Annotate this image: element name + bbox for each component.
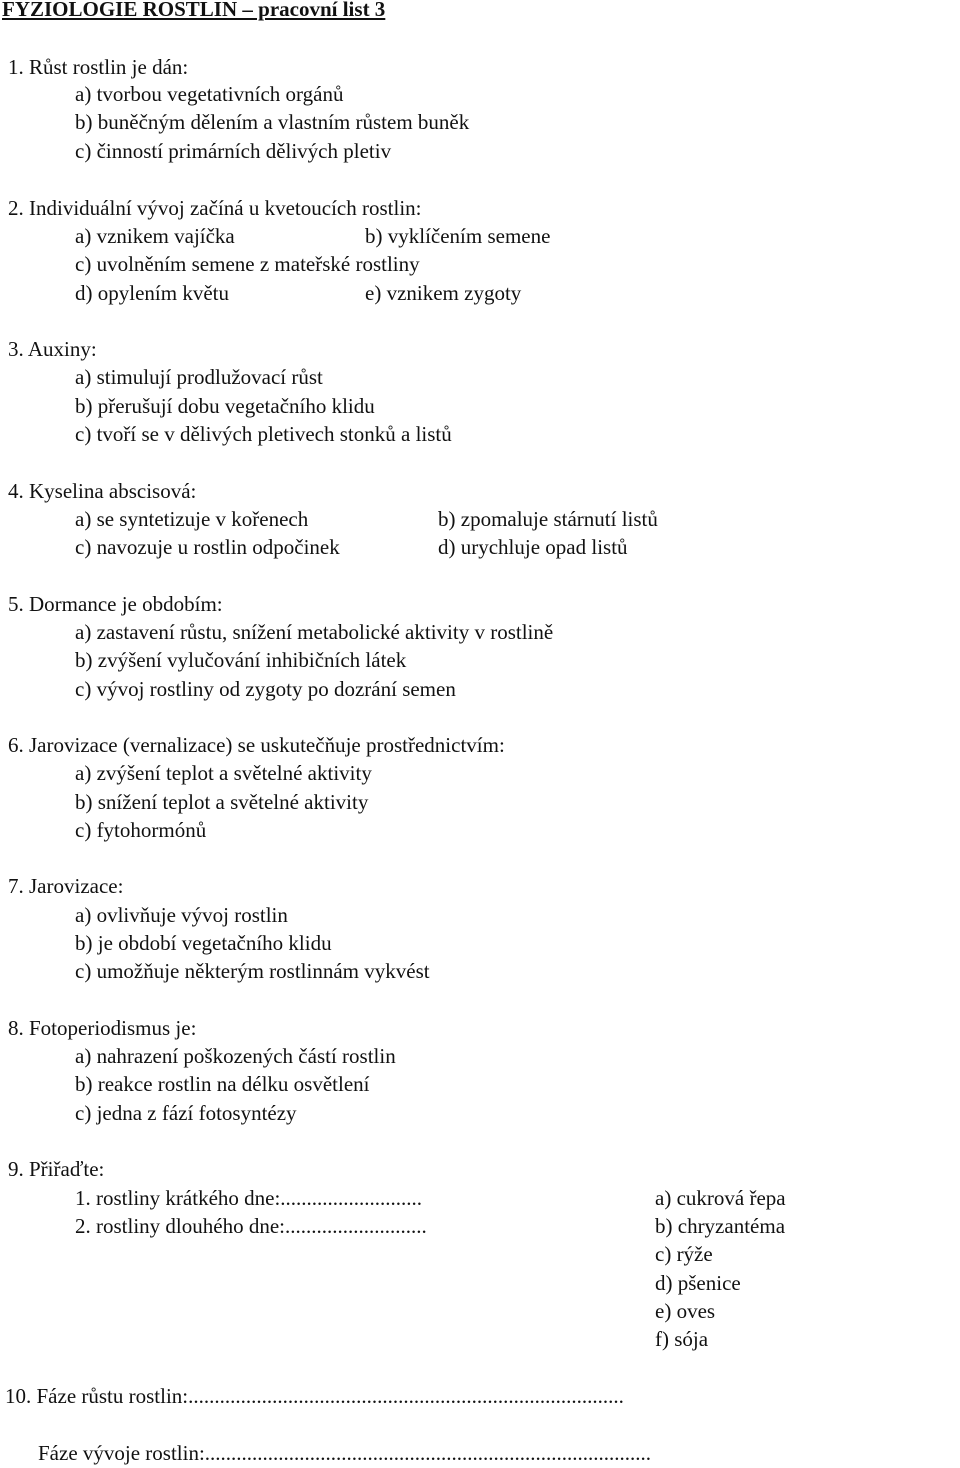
q4-option-a: a) se syntetizuje v kořenech xyxy=(75,507,309,531)
q9-option-d: d) pšenice xyxy=(655,1271,741,1295)
q6-option-a: a) zvýšení teplot a světelné aktivity xyxy=(75,761,372,785)
question-1: 1. Růst rostlin je dán: xyxy=(8,55,189,79)
q9-item-1: 1. rostliny krátkého dne:........................... xyxy=(75,1186,423,1210)
q5-option-c: c) vývoj rostliny od zygoty po dozrání semen xyxy=(75,677,456,701)
q5-option-b: b) zvýšení vylučování inhibičních látek xyxy=(75,648,407,672)
q9-option-f: f) sója xyxy=(655,1327,709,1351)
q8-option-c: c) jedna z fází fotosyntézy xyxy=(75,1101,297,1125)
q7-option-c: c) umožňuje některým rostlinnám vykvést xyxy=(75,959,430,983)
question-3: 3. Auxiny: xyxy=(8,337,97,361)
q2-option-e: e) vznikem zygoty xyxy=(365,281,522,305)
question-10-development-phases: Fáze vývoje rostlin:..................................................................................... xyxy=(38,1441,652,1465)
q2-option-c: c) uvolněním semene z mateřské rostliny xyxy=(75,252,420,276)
q4-option-c: c) navozuje u rostlin odpočinek xyxy=(75,535,340,559)
question-9: 9. Přiřaďte: xyxy=(8,1157,105,1181)
q4-option-b: b) zpomaluje stárnutí listů xyxy=(438,507,658,531)
question-5: 5. Dormance je obdobím: xyxy=(8,592,223,616)
q7-option-a: a) ovlivňuje vývoj rostlin xyxy=(75,903,288,927)
q9-option-a: a) cukrová řepa xyxy=(655,1186,786,1210)
q7-option-b: b) je období vegetačního klidu xyxy=(75,931,332,955)
question-10-growth-phases: 10. Fáze růstu rostlin:................................................................................... xyxy=(5,1384,624,1408)
q5-option-a: a) zastavení růstu, snížení metabolické aktivity v rostlině xyxy=(75,620,554,644)
q6-option-b: b) snížení teplot a světelné aktivity xyxy=(75,790,369,814)
q6-option-c: c) fytohormónů xyxy=(75,818,207,842)
question-4: 4. Kyselina abscisová: xyxy=(8,479,197,503)
q4-option-d: d) urychluje opad listů xyxy=(438,535,628,559)
q9-item-2: 2. rostliny dlouhého dne:........................... xyxy=(75,1214,427,1238)
q9-option-b: b) chryzantéma xyxy=(655,1214,786,1238)
q8-option-a: a) nahrazení poškozených částí rostlin xyxy=(75,1044,396,1068)
q8-option-b: b) reakce rostlin na délku osvětlení xyxy=(75,1072,370,1096)
q3-option-a: a) stimulují prodlužovací růst xyxy=(75,365,323,389)
q1-option-b: b) buněčným dělením a vlastním růstem buněk xyxy=(75,110,470,134)
q9-option-c: c) rýže xyxy=(655,1242,713,1266)
q3-option-c: c) tvoří se v dělivých pletivech stonků a listů xyxy=(75,422,452,446)
q9-option-e: e) oves xyxy=(655,1299,716,1323)
question-8: 8. Fotoperiodismus je: xyxy=(8,1016,197,1040)
q3-option-b: b) přerušují dobu vegetačního klidu xyxy=(75,394,375,418)
question-2: 2. Individuální vývoj začíná u kvetoucích rostlin: xyxy=(8,196,422,220)
question-7: 7. Jarovizace: xyxy=(8,874,124,898)
q2-option-a: a) vznikem vajíčka xyxy=(75,224,235,248)
worksheet-title: FYZIOLOGIE ROSTLIN – pracovní list 3 xyxy=(2,0,386,21)
q1-option-a: a) tvorbou vegetativních orgánů xyxy=(75,82,344,106)
q2-option-b: b) vyklíčením semene xyxy=(365,224,551,248)
q2-option-d: d) opylením květu xyxy=(75,281,229,305)
question-6: 6. Jarovizace (vernalizace) se uskutečňuje prostřednictvím: xyxy=(8,733,505,757)
q1-option-c: c) činností primárních dělivých pletiv xyxy=(75,139,392,163)
